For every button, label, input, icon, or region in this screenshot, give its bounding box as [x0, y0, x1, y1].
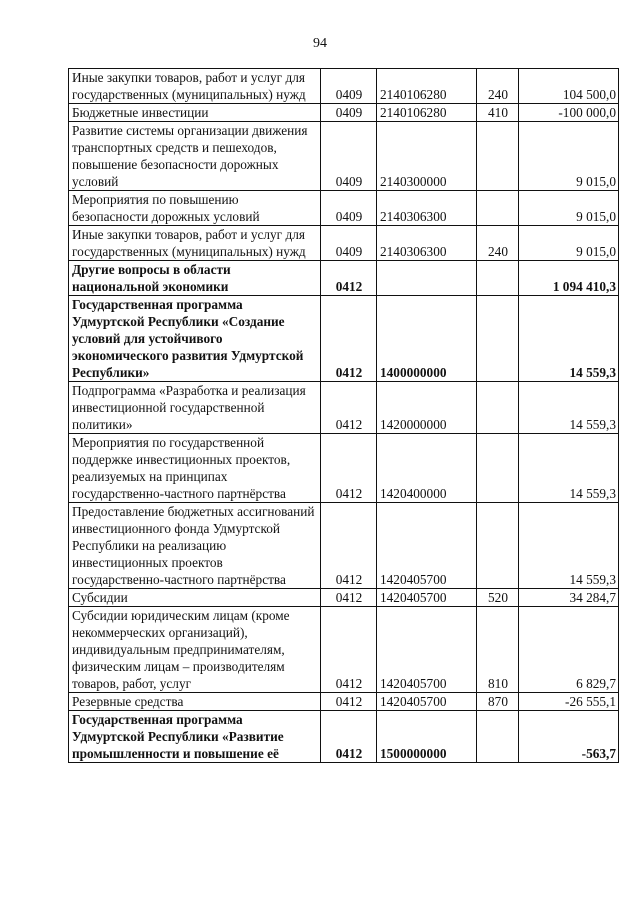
row-section: 0409 [321, 122, 377, 191]
row-name: Предоставление бюджетных ассигнований инвестиционного фонда Удмуртской Республики на реализацию инвестиционных проектов государственно-частного партнёрства [69, 503, 321, 589]
table-row [69, 296, 619, 382]
row-expense-type: 410 [477, 104, 519, 122]
table-row [69, 589, 619, 607]
row-target-code: 1500000000 [377, 711, 477, 763]
row-name: Государственная программа Удмуртской Республики «Создание условий для устойчивого экономического развития Удмуртской Республики» [69, 296, 321, 382]
row-amount: 1 094 410,3 [519, 261, 619, 296]
row-name: Государственная программа Удмуртской Республики «Развитие промышленности и повышение её [69, 711, 321, 763]
row-section: 0412 [321, 382, 377, 434]
row-section: 0409 [321, 226, 377, 261]
row-target-code: 1420405700 [377, 693, 477, 711]
table-row [69, 382, 619, 434]
row-name: Подпрограмма «Разработка и реализация инвестиционной государственной политики» [69, 382, 321, 434]
row-amount: 9 015,0 [519, 122, 619, 191]
row-name: Иные закупки товаров, работ и услуг для государственных (муниципальных) нужд [69, 69, 321, 104]
row-target-code: 1420000000 [377, 382, 477, 434]
row-target-code: 1400000000 [377, 296, 477, 382]
row-amount: 9 015,0 [519, 226, 619, 261]
row-amount: 14 559,3 [519, 503, 619, 589]
row-expense-type [477, 503, 519, 589]
row-amount: 14 559,3 [519, 434, 619, 503]
table-row [69, 69, 619, 104]
page-number: 94 [313, 36, 327, 51]
table-row [69, 711, 619, 763]
row-target-code: 2140306300 [377, 226, 477, 261]
row-target-code: 2140300000 [377, 122, 477, 191]
row-section: 0412 [321, 607, 377, 693]
row-name: Субсидии юридическим лицам (кроме некоммерческих организаций), индивидуальным предпринимателям, физическим лицам – производителям товаров, работ, услуг [69, 607, 321, 693]
table-row [69, 122, 619, 191]
row-expense-type [477, 261, 519, 296]
row-name: Мероприятия по государственной поддержке инвестиционных проектов, реализуемых на принципах государственно-частного партнёрства [69, 434, 321, 503]
row-target-code: 1420405700 [377, 503, 477, 589]
table-row [69, 503, 619, 589]
row-expense-type [477, 122, 519, 191]
row-name: Мероприятия по повышению безопасности дорожных условий [69, 191, 321, 226]
row-expense-type: 240 [477, 226, 519, 261]
row-target-code [377, 261, 477, 296]
row-amount: 14 559,3 [519, 382, 619, 434]
row-section: 0412 [321, 693, 377, 711]
row-amount: -26 555,1 [519, 693, 619, 711]
row-expense-type: 240 [477, 69, 519, 104]
row-expense-type [477, 382, 519, 434]
row-section: 0412 [321, 434, 377, 503]
row-target-code: 1420400000 [377, 434, 477, 503]
row-target-code: 2140306300 [377, 191, 477, 226]
row-amount: 104 500,0 [519, 69, 619, 104]
row-name: Субсидии [69, 589, 321, 607]
table-row [69, 693, 619, 711]
row-amount: 6 829,7 [519, 607, 619, 693]
row-amount: -100 000,0 [519, 104, 619, 122]
table-row [69, 261, 619, 296]
table-row [69, 607, 619, 693]
row-section: 0409 [321, 191, 377, 226]
row-expense-type: 520 [477, 589, 519, 607]
row-section: 0412 [321, 503, 377, 589]
row-section: 0409 [321, 104, 377, 122]
row-target-code: 2140106280 [377, 104, 477, 122]
row-target-code: 1420405700 [377, 607, 477, 693]
row-expense-type [477, 434, 519, 503]
row-section: 0412 [321, 711, 377, 763]
row-name: Резервные средства [69, 693, 321, 711]
table-row [69, 226, 619, 261]
row-section: 0412 [321, 589, 377, 607]
row-target-code: 1420405700 [377, 589, 477, 607]
row-section: 0412 [321, 296, 377, 382]
row-section: 0409 [321, 69, 377, 104]
table-row [69, 191, 619, 226]
table-row [69, 104, 619, 122]
row-amount: -563,7 [519, 711, 619, 763]
row-name: Иные закупки товаров, работ и услуг для государственных (муниципальных) нужд [69, 226, 321, 261]
row-amount: 34 284,7 [519, 589, 619, 607]
row-expense-type: 810 [477, 607, 519, 693]
row-expense-type: 870 [477, 693, 519, 711]
row-amount: 9 015,0 [519, 191, 619, 226]
table-row [69, 434, 619, 503]
row-name: Другие вопросы в области национальной экономики [69, 261, 321, 296]
row-expense-type [477, 191, 519, 226]
row-section: 0412 [321, 261, 377, 296]
row-name: Развитие системы организации движения транспортных средств и пешеходов, повышение безопасности дорожных условий [69, 122, 321, 191]
row-target-code: 2140106280 [377, 69, 477, 104]
row-name: Бюджетные инвестиции [69, 104, 321, 122]
budget-table [68, 68, 619, 763]
row-expense-type [477, 711, 519, 763]
row-expense-type [477, 296, 519, 382]
row-amount: 14 559,3 [519, 296, 619, 382]
